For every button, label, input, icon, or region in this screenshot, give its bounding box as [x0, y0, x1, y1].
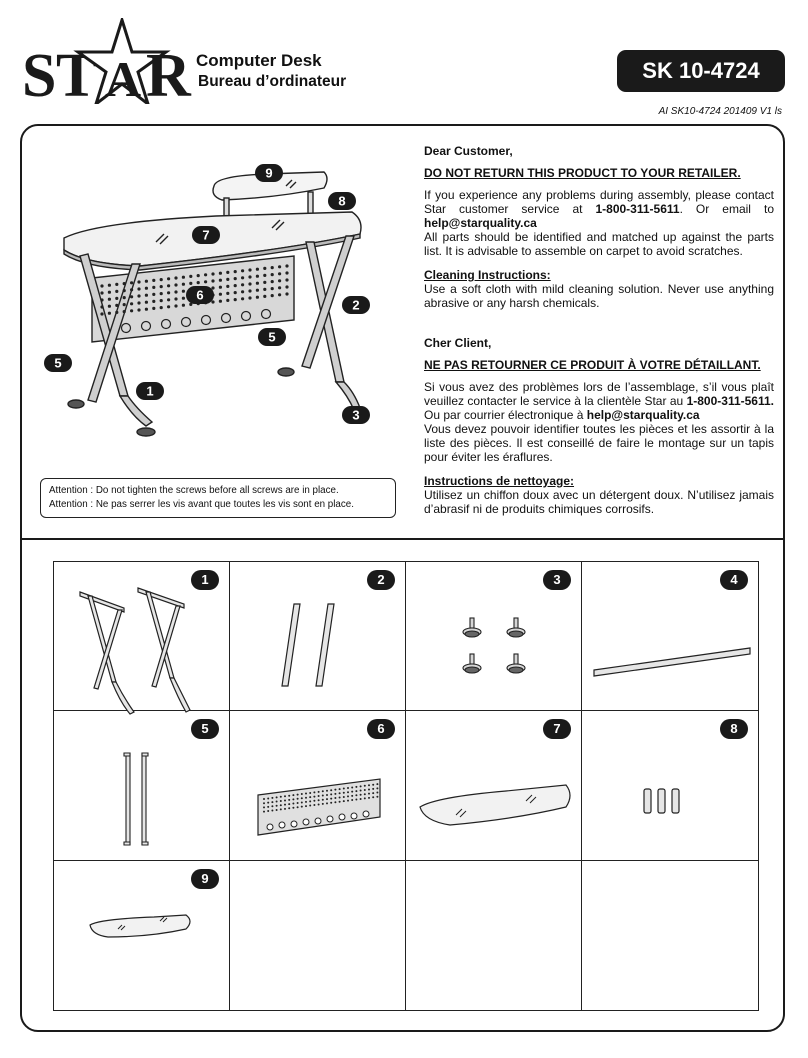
part-shelf-post-icon: [582, 711, 758, 873]
document-code: AI SK10-4724 201409 V1 ls: [658, 106, 782, 117]
callout-5-left: [44, 354, 72, 372]
part-number-badge: 5: [191, 719, 219, 739]
svg-text:7: 7: [202, 227, 210, 243]
callout-1: [136, 382, 164, 400]
part-cell-8: [582, 711, 758, 860]
part-cell-empty: [406, 861, 582, 1010]
part-glide-icon: [406, 562, 582, 724]
part-number-badge: 6: [367, 719, 395, 739]
svg-text:A: A: [105, 51, 142, 104]
part-cell-1: [54, 562, 230, 711]
part-number-badge: 1: [191, 570, 219, 590]
part-cell-7: [406, 711, 582, 860]
part-cell-5: [54, 711, 230, 860]
contact-en: [424, 188, 774, 230]
attention-box: [40, 478, 396, 518]
cleaning-title-en: Cleaning Instructions:: [424, 268, 551, 282]
cleaning-title-fr: Instructions de nettoyage:: [424, 474, 575, 488]
part-number-badge: 9: [191, 869, 219, 889]
contact-fr-mid: Ou par courrier électronique à: [424, 408, 587, 422]
warning-en: DO NOT RETURN THIS PRODUCT TO YOUR RETAILER.: [424, 166, 741, 180]
callout-7: [192, 226, 220, 244]
contact-fr-text: Si vous avez des problèmes lors de l’assemblage, s’il vous plaît veuillez contacter le service à la clientèle Star au: [424, 380, 774, 408]
star-logo: [22, 18, 192, 104]
svg-text:9: 9: [265, 165, 273, 181]
cleaning-text-fr: Utilisez un chiffon doux avec un détergent doux. N’utilisez jamais d’abrasif ni de produits chimiques corrosifs.: [424, 488, 774, 516]
desk-illustration: [36, 146, 386, 446]
svg-text:2: 2: [352, 297, 360, 313]
model-badge: SK 10-4724: [617, 50, 785, 92]
attention-french: Attention : Ne pas serrer les vis avant que toutes les vis sont en place.: [49, 499, 354, 510]
callout-9: [255, 164, 283, 182]
phone-en: 1-800-311-5611: [595, 202, 680, 216]
part-cell-empty: [582, 861, 758, 1010]
part-number-badge: 8: [720, 719, 748, 739]
part-number-badge: 7: [543, 719, 571, 739]
contact-en-mid: . Or email to: [679, 202, 774, 216]
svg-text:6: 6: [196, 287, 204, 303]
contact-en-text: If you experience any problems during assembly, please contact Star customer service at: [424, 188, 774, 216]
svg-text:S: S: [22, 42, 57, 104]
svg-text:1: 1: [146, 383, 154, 399]
part-crossbar-icon: [582, 562, 758, 724]
part-vertical-bar-icon: [230, 562, 406, 724]
part-cell-9: [54, 861, 230, 1010]
part-cell-4: [582, 562, 758, 711]
parts-grid: [53, 561, 759, 1011]
svg-text:5: 5: [268, 329, 276, 345]
cleaning-text-en: Use a soft cloth with mild cleaning solution. Never use anything abrasive or any harsh chemicals.: [424, 282, 774, 310]
svg-text:8: 8: [338, 193, 346, 209]
parts-note-en: All parts should be identified and matched up against the parts list. It is advisable to assemble on carpet to avoid scratches.: [424, 230, 774, 258]
callout-6: [186, 286, 214, 304]
part-glass-desktop-icon: [406, 711, 582, 873]
part-number-badge: 3: [543, 570, 571, 590]
callout-2: [342, 296, 370, 314]
part-number-badge: 2: [367, 570, 395, 590]
part-bracket-icon: [54, 711, 230, 873]
svg-text:T: T: [56, 42, 98, 104]
callout-3: [342, 406, 370, 424]
part-glass-shelf-icon: [54, 861, 230, 987]
svg-text:5: 5: [54, 355, 62, 371]
email-en: help@starquality.ca: [424, 216, 537, 230]
callout-5-right: [258, 328, 286, 346]
part-cell-3: [406, 562, 582, 711]
greeting-fr: Cher Client,: [424, 336, 492, 350]
warning-fr: NE PAS RETOURNER CE PRODUIT À VOTRE DÉTAILLANT.: [424, 358, 761, 372]
email-fr: help@starquality.ca: [586, 408, 700, 422]
part-leg-frame-icon: [54, 562, 230, 724]
title-french: Bureau d’ordinateur: [198, 73, 347, 90]
parts-note-fr: Vous devez pouvoir identifier toutes les pièces et les assortir à la liste des pièces. Il est conseillé de faire le montage sur un tapis pour éviter les éraflures.: [424, 422, 774, 464]
part-cell-empty: [230, 861, 406, 1010]
greeting-en: Dear Customer,: [424, 144, 513, 158]
section-divider: [20, 538, 785, 540]
part-modesty-panel-icon: [230, 711, 406, 873]
phone-fr: 1-800-311-5611.: [686, 394, 774, 408]
svg-text:3: 3: [352, 407, 360, 423]
instructions-column: [424, 144, 774, 516]
part-number-badge: 4: [720, 570, 748, 590]
svg-text:R: R: [146, 42, 191, 104]
contact-fr: [424, 380, 774, 422]
attention-english: Attention : Do not tighten the screws before all screws are in place.: [49, 485, 339, 496]
part-cell-2: [230, 562, 406, 711]
callout-8: [328, 192, 356, 210]
title-english: Computer Desk: [196, 51, 322, 70]
part-cell-6: [230, 711, 406, 860]
